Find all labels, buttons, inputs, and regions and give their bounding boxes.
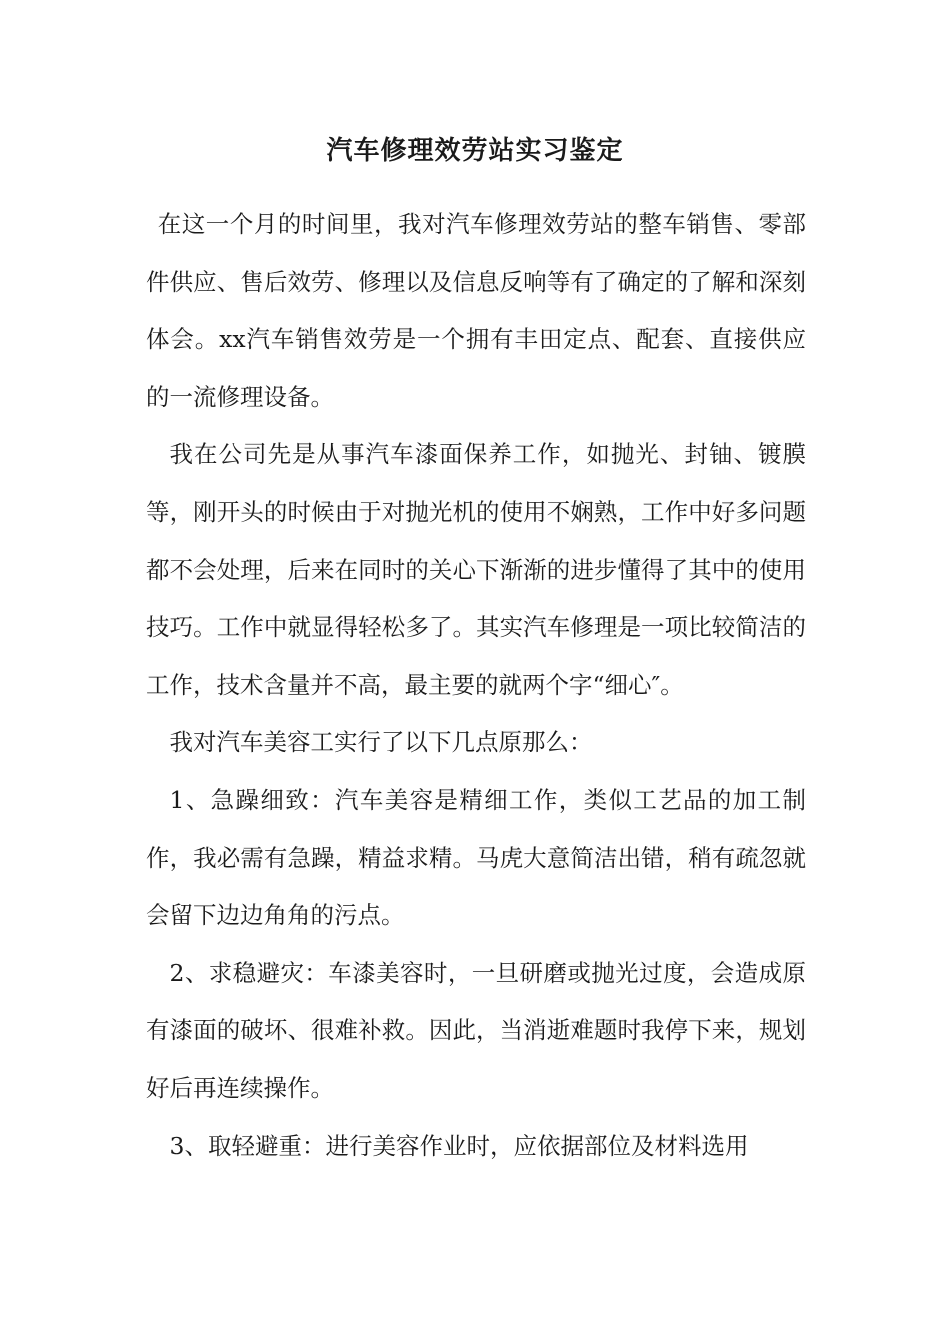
paragraph-2: 我在公司先是从事汽车漆面保养工作，如抛光、封铀、镀膜等，刚开头的时候由于对抛光机的使用不娴熟，工作中好多问题都不会处理，后来在同时的关心下渐渐的进步懂得了其中的使用技巧。工作中就显得轻松多了。其实汽车修理是一项比较简洁的工作，技术含量并不高，最主要的就两个字“细心″。	[146, 440, 806, 699]
paragraph-4: 1、急躁细致：汽车美容是精细工作，类似工艺品的加工制作，我必需有急躁，精益求精。马虎大意简洁出错，稍有疏忽就会留下边边角角的污点。	[146, 785, 806, 930]
paragraph-5: 2、求稳避灾：车漆美容时，一旦研磨或抛光过度，会造成原有漆面的破坏、很难补救。因此，当消逝难题时我停下来，规划好后再连续操作。	[146, 958, 806, 1102]
paragraph-1: 在这一个月的时间里，我对汽车修理效劳站的整车销售、零部件供应、售后效劳、修理以及信息反响等有了确定的了解和深刻体会。xx汽车销售效劳是一个拥有丰田定点、配套、直接供应的一流修理设备。	[146, 210, 806, 411]
paragraph-6: 3、取轻避重：进行美容作业时，应依据部位及材料选用	[169, 1131, 749, 1160]
document-body	[146, 196, 806, 1175]
document-title: 汽车修理效劳站实习鉴定	[326, 136, 624, 166]
paragraph-3: 我对汽车美容工实行了以下几点原那么：	[169, 728, 593, 757]
